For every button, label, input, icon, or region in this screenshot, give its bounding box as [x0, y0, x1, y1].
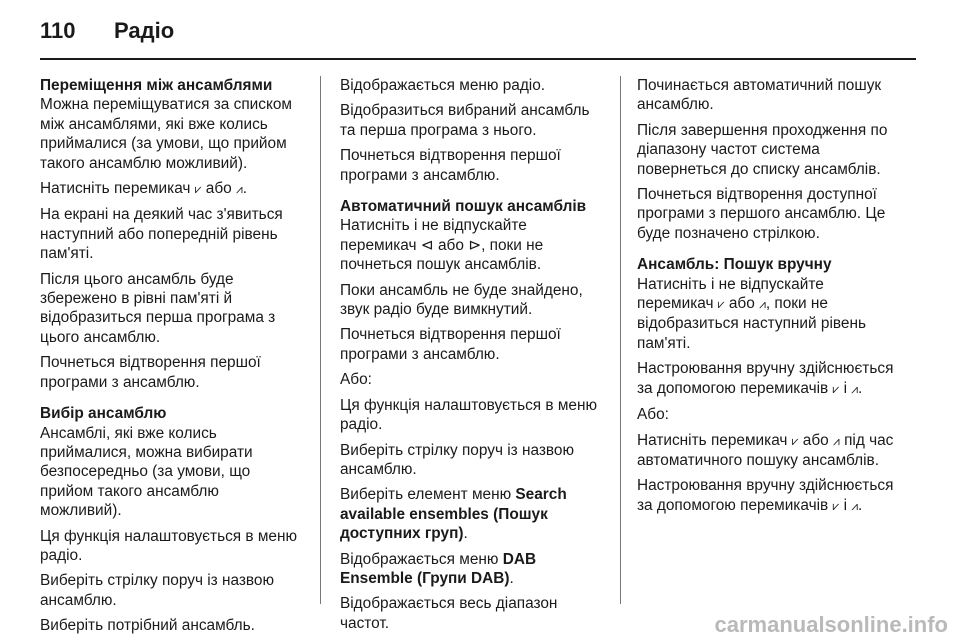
paragraph: Починається автоматичний пошук ансамблю. — [637, 77, 882, 114]
text: Відображається меню — [340, 550, 499, 568]
down-switch-icon: ⩗ — [791, 433, 799, 448]
paragraph: Почнеться відтворення доступної програми з першого ансамблю. Це буде позначено стрілкою. — [637, 186, 886, 242]
paragraph: Почнеться відтворення першої програми з ансамблю. — [340, 326, 561, 363]
left-switch-icon: ⊲ — [420, 236, 434, 254]
paragraph — [637, 359, 899, 399]
menu-item-name: Search available ensembles (Пошук доступних груп) — [340, 486, 567, 543]
section-heading: Автоматичний пошук ансамблів — [340, 198, 587, 216]
text: . — [858, 379, 863, 397]
paragraph: Виберіть потрібний ансамбль. — [40, 617, 255, 635]
paragraph: Відображається весь діапазон частот. — [340, 595, 558, 632]
up-switch-icon: ⩘ — [851, 381, 859, 396]
paragraph: Після цього ансамбль буде збережено в рівні пам'яті й відобразиться перша програма з цього ансамблю. — [40, 270, 276, 346]
paragraph: Поки ансамбль не буде знайдено, звук радіо буде вимкнутий. — [340, 281, 583, 319]
text: під час автоматичного пошуку ансамблів. — [637, 431, 894, 469]
section-heading: Вибір ансамблю — [40, 405, 167, 423]
page-title: Радіо — [114, 18, 175, 43]
paragraph: Після завершення проходження по діапазону частот система повернеться до списку ансамблів. — [637, 121, 888, 178]
paragraph: Або: — [637, 406, 669, 424]
text: Настроювання вручну здійснюється за допомогою перемикачів — [637, 360, 894, 397]
watermark: carmanualsonline.info — [714, 612, 948, 637]
text: . — [858, 496, 863, 514]
text: Натисніть перемикач — [40, 180, 191, 198]
paragraph: Або: — [340, 371, 372, 389]
page-number: 110 — [40, 18, 76, 43]
paragraph: Виберіть стрілку поруч із назвою ансамблю. — [40, 572, 275, 609]
down-switch-icon: ⩗ — [194, 182, 202, 197]
down-switch-icon: ⩗ — [717, 297, 725, 312]
down-switch-icon: ⩗ — [832, 498, 840, 513]
text: , поки не відобразиться наступний рівень пам'яті. — [637, 295, 866, 352]
paragraph: Ця функція налаштовується в меню радіо. — [40, 527, 298, 564]
paragraph — [340, 550, 602, 589]
text: або — [802, 431, 829, 449]
column-divider — [320, 76, 321, 604]
up-switch-icon: ⩘ — [833, 433, 840, 448]
text: і — [843, 496, 847, 514]
text: або — [205, 180, 232, 198]
column-3 — [637, 76, 899, 522]
paragraph: Виберіть стрілку поруч із назвою ансамблю. — [340, 441, 575, 478]
paragraph — [637, 275, 899, 354]
paragraph — [340, 485, 602, 543]
text: Натисніть перемикач — [637, 431, 788, 449]
text: Виберіть елемент меню — [340, 486, 512, 504]
right-switch-icon: ⊳ — [468, 236, 482, 254]
text: Натисніть і не відпускайте перемикач — [340, 217, 527, 254]
text: Настроювання вручну здійснюється за допомогою перемикачів — [637, 477, 894, 514]
paragraph — [340, 216, 602, 274]
text: Натисніть і не відпускайте перемикач — [637, 275, 824, 313]
paragraph: Ця функція налаштовується в меню радіо. — [340, 396, 598, 434]
text: і — [843, 379, 847, 397]
paragraph — [637, 476, 899, 516]
section-heading: Ансамбль: Пошук вручну — [637, 256, 832, 274]
header-divider — [40, 58, 916, 60]
paragraph — [637, 431, 899, 471]
paragraph: На екрані на деякий час з'явиться наступний або попередній рівень пам'яті. — [40, 206, 283, 263]
text: або — [728, 295, 755, 313]
text: . — [509, 569, 514, 587]
paragraph: Відображається меню радіо. — [340, 77, 546, 94]
column-divider — [620, 76, 621, 604]
text: або — [437, 236, 464, 254]
text: . — [463, 525, 468, 543]
page-header — [40, 18, 174, 48]
paragraph: Почнеться відтворення першої програми з ансамблю. — [40, 354, 261, 391]
menu-name: DAB Ensemble (Групи DAB) — [340, 550, 537, 587]
paragraph: Почнеться відтворення першої програми з ансамблю. — [340, 147, 561, 184]
paragraph — [40, 179, 302, 199]
paragraph: Можна переміщуватися за списком між ансамблями, які вже колись приймалися (за умови, що прийом такого ансамблю можливий). — [40, 96, 292, 172]
column-2 — [340, 76, 602, 639]
paragraph: Ансамблі, які вже колись приймалися, можна вибирати безпосередньо (за умови, що прийом такого ансамблю можливий). — [40, 424, 253, 520]
up-switch-icon: ⩘ — [236, 182, 243, 197]
down-switch-icon: ⩗ — [832, 381, 840, 396]
text: . — [242, 180, 248, 198]
up-switch-icon: ⩘ — [851, 498, 859, 513]
section-heading: Переміщення між ансамблями — [40, 77, 273, 94]
up-switch-icon: ⩘ — [759, 297, 766, 312]
text: , поки не почнеться пошук ансамблів. — [340, 236, 544, 274]
column-1 — [40, 76, 302, 642]
paragraph: Відобразиться вибраний ансамбль та перша програма з нього. — [340, 102, 590, 139]
